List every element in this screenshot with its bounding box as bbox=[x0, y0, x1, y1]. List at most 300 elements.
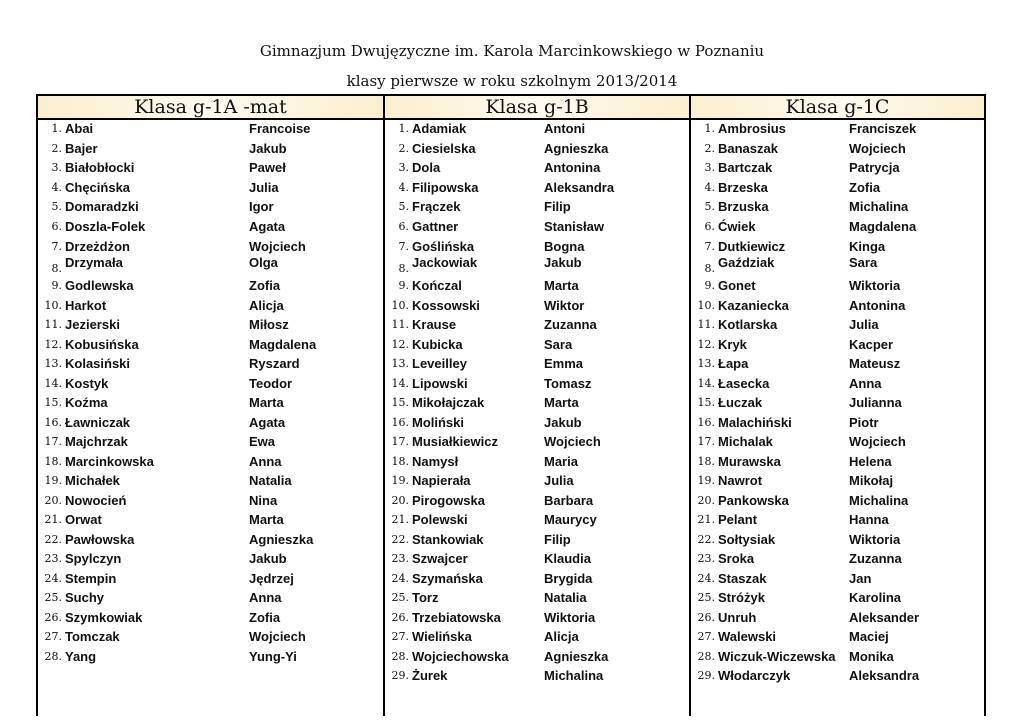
student-row bbox=[691, 433, 984, 451]
student-first-name: Aleksander bbox=[849, 610, 920, 625]
student-surname: Koźma bbox=[65, 395, 108, 410]
student-row bbox=[385, 355, 689, 373]
student-number: 28. bbox=[697, 650, 715, 663]
student-number: 17. bbox=[391, 435, 409, 448]
student-row bbox=[38, 433, 383, 451]
student-surname: Kobusińska bbox=[65, 337, 139, 352]
class-column-g1b bbox=[383, 96, 689, 716]
student-first-name: Julianna bbox=[849, 395, 902, 410]
student-surname: Kryk bbox=[718, 337, 747, 352]
class-header: Klasa g-1C bbox=[691, 96, 984, 120]
student-surname: Spylczyn bbox=[65, 551, 122, 566]
student-surname: Ambrosius bbox=[718, 121, 786, 136]
student-row bbox=[38, 492, 383, 510]
student-number: 23. bbox=[391, 552, 409, 565]
student-row bbox=[691, 159, 984, 177]
student-surname: Jackowiak bbox=[412, 255, 478, 270]
student-surname: Musiałkiewicz bbox=[412, 434, 498, 449]
student-surname: Mikołajczak bbox=[412, 395, 485, 410]
student-first-name: Zofia bbox=[849, 180, 881, 195]
student-number: 17. bbox=[697, 435, 715, 448]
student-row bbox=[38, 570, 383, 588]
student-number: 12. bbox=[391, 338, 409, 351]
student-surname: Kazaniecka bbox=[718, 298, 789, 313]
student-first-name: Wojciech bbox=[849, 141, 906, 156]
student-first-name: Aleksandra bbox=[544, 180, 615, 195]
student-surname: Szwajcer bbox=[412, 551, 468, 566]
class-header: Klasa g-1B bbox=[385, 96, 689, 120]
student-first-name: Monika bbox=[849, 649, 894, 664]
student-number: 22. bbox=[44, 533, 62, 546]
student-surname: Łuczak bbox=[718, 395, 763, 410]
student-row bbox=[691, 120, 984, 138]
student-surname: Stankowiak bbox=[412, 532, 484, 547]
student-surname: Yang bbox=[65, 649, 97, 664]
class-header: Klasa g-1A -mat bbox=[38, 96, 383, 120]
student-first-name: Franciszek bbox=[849, 121, 917, 136]
student-number: 25. bbox=[44, 591, 62, 604]
student-row bbox=[691, 453, 984, 471]
student-number: 9. bbox=[51, 279, 62, 292]
student-first-name: Jakub bbox=[544, 415, 582, 430]
student-row bbox=[691, 355, 984, 373]
student-first-name: Agnieszka bbox=[544, 649, 609, 664]
student-first-name: Patrycja bbox=[849, 160, 900, 175]
student-surname: Kostyk bbox=[65, 376, 109, 391]
student-first-name: Antoni bbox=[544, 121, 586, 136]
student-row bbox=[38, 648, 383, 666]
student-number: 9. bbox=[398, 279, 409, 292]
student-surname: Napierała bbox=[412, 473, 471, 488]
student-number: 8. bbox=[51, 262, 62, 275]
student-row bbox=[38, 316, 383, 334]
student-number: 3. bbox=[398, 161, 409, 174]
student-number: 2. bbox=[51, 142, 62, 155]
student-surname: Tomczak bbox=[65, 629, 120, 644]
student-row bbox=[385, 375, 689, 393]
student-surname: Ławniczak bbox=[65, 415, 131, 430]
student-number: 24. bbox=[391, 572, 409, 585]
student-number: 7. bbox=[398, 240, 409, 253]
student-surname: Frączek bbox=[412, 199, 461, 214]
student-row bbox=[385, 394, 689, 412]
student-row bbox=[691, 492, 984, 510]
student-surname: Sołtysiak bbox=[718, 532, 776, 547]
student-first-name: Wojciech bbox=[849, 434, 906, 449]
student-first-name: Julia bbox=[544, 473, 574, 488]
student-first-name: Brygida bbox=[544, 571, 593, 586]
student-first-name: Alicja bbox=[249, 298, 284, 313]
student-number: 21. bbox=[697, 513, 715, 526]
student-first-name: Filip bbox=[544, 532, 571, 547]
student-first-name: Agata bbox=[249, 219, 286, 234]
student-number: 2. bbox=[398, 142, 409, 155]
student-number: 23. bbox=[44, 552, 62, 565]
student-row bbox=[38, 277, 383, 295]
student-number: 19. bbox=[697, 474, 715, 487]
student-surname: Goślińska bbox=[412, 239, 475, 254]
student-surname: Chęcińska bbox=[65, 180, 131, 195]
student-number: 11. bbox=[44, 318, 62, 331]
student-first-name: Igor bbox=[249, 199, 274, 214]
student-number: 5. bbox=[704, 200, 715, 213]
student-number: 20. bbox=[697, 494, 715, 507]
student-row bbox=[385, 218, 689, 236]
student-first-name: Anna bbox=[249, 590, 282, 605]
student-number: 14. bbox=[44, 377, 62, 390]
student-row bbox=[691, 394, 984, 412]
student-row bbox=[38, 609, 383, 627]
student-surname: Walewski bbox=[718, 629, 777, 644]
student-number: 14. bbox=[697, 377, 715, 390]
student-surname: Unruh bbox=[718, 610, 757, 625]
student-number: 12. bbox=[697, 338, 715, 351]
student-surname: Łasecka bbox=[718, 376, 770, 391]
student-first-name: Marta bbox=[249, 395, 284, 410]
student-surname: Sroka bbox=[718, 551, 755, 566]
student-first-name: Sara bbox=[849, 255, 878, 270]
student-first-name: Paweł bbox=[249, 160, 286, 175]
student-first-name: Helena bbox=[849, 454, 892, 469]
student-surname: Harkot bbox=[65, 298, 107, 313]
student-row bbox=[691, 550, 984, 568]
student-number: 13. bbox=[44, 357, 62, 370]
student-first-name: Nina bbox=[249, 493, 278, 508]
student-row bbox=[691, 297, 984, 315]
student-number: 3. bbox=[51, 161, 62, 174]
student-number: 6. bbox=[704, 220, 715, 233]
student-first-name: Agnieszka bbox=[249, 532, 314, 547]
student-first-name: Marta bbox=[544, 278, 579, 293]
student-first-name: Francoise bbox=[249, 121, 311, 136]
student-row bbox=[38, 550, 383, 568]
student-row bbox=[385, 433, 689, 451]
student-surname: Majchrzak bbox=[65, 434, 128, 449]
school-year-subtitle: klasy pierwsze w roku szkolnym 2013/2014 bbox=[346, 72, 678, 90]
student-first-name: Agnieszka bbox=[544, 141, 609, 156]
student-surname: Stempin bbox=[65, 571, 117, 586]
student-row bbox=[385, 589, 689, 607]
student-first-name: Agata bbox=[249, 415, 286, 430]
student-first-name: Antonina bbox=[544, 160, 601, 175]
student-row bbox=[38, 159, 383, 177]
student-surname: Pelant bbox=[718, 512, 758, 527]
student-number: 4. bbox=[704, 181, 715, 194]
student-number: 15. bbox=[697, 396, 715, 409]
student-surname: Szymańska bbox=[412, 571, 483, 586]
student-first-name: Jakub bbox=[249, 141, 287, 156]
student-number: 16. bbox=[44, 416, 62, 429]
student-row bbox=[38, 297, 383, 315]
student-number: 1. bbox=[51, 122, 62, 135]
student-number: 18. bbox=[697, 455, 715, 468]
student-row bbox=[385, 570, 689, 588]
student-first-name: Hanna bbox=[849, 512, 889, 527]
student-surname: Bajer bbox=[65, 141, 98, 156]
student-surname: Pirogowska bbox=[412, 493, 485, 508]
student-row bbox=[691, 667, 984, 685]
student-number: 7. bbox=[51, 240, 62, 253]
student-first-name: Olga bbox=[249, 255, 278, 270]
student-surname: Gaździak bbox=[718, 255, 775, 270]
student-first-name: Wiktoria bbox=[544, 610, 596, 625]
student-first-name: Alicja bbox=[544, 629, 579, 644]
student-number: 27. bbox=[391, 630, 409, 643]
student-row bbox=[691, 277, 984, 295]
student-first-name: Natalia bbox=[249, 473, 292, 488]
student-row bbox=[38, 472, 383, 490]
student-row bbox=[385, 277, 689, 295]
student-surname: Kossowski bbox=[412, 298, 480, 313]
student-surname: Krause bbox=[412, 317, 457, 332]
student-first-name: Tomasz bbox=[544, 376, 592, 391]
student-first-name: Miłosz bbox=[249, 317, 289, 332]
student-surname: Doszla-Folek bbox=[65, 219, 146, 234]
student-first-name: Zuzanna bbox=[544, 317, 597, 332]
student-surname: Włodarczyk bbox=[718, 668, 791, 683]
student-row bbox=[385, 198, 689, 216]
student-row bbox=[385, 297, 689, 315]
student-row bbox=[385, 120, 689, 138]
student-row bbox=[385, 316, 689, 334]
student-row bbox=[38, 254, 383, 275]
student-number: 8. bbox=[398, 262, 409, 275]
student-first-name: Magdalena bbox=[849, 219, 917, 234]
student-number: 4. bbox=[51, 181, 62, 194]
student-first-name: Wojciech bbox=[544, 434, 601, 449]
student-surname: Banaszak bbox=[718, 141, 778, 156]
student-first-name: Karolina bbox=[849, 590, 902, 605]
student-surname: Wojciechowska bbox=[412, 649, 509, 664]
student-first-name: Piotr bbox=[849, 415, 879, 430]
student-first-name: Anna bbox=[849, 376, 882, 391]
student-number: 24. bbox=[44, 572, 62, 585]
student-row bbox=[38, 589, 383, 607]
student-number: 22. bbox=[391, 533, 409, 546]
student-row bbox=[38, 628, 383, 646]
student-first-name: Wiktoria bbox=[849, 532, 901, 547]
student-number: 26. bbox=[44, 611, 62, 624]
student-first-name: Michalina bbox=[849, 199, 909, 214]
student-number: 12. bbox=[44, 338, 62, 351]
student-row bbox=[385, 492, 689, 510]
student-surname: Malachiński bbox=[718, 415, 792, 430]
student-number: 5. bbox=[51, 200, 62, 213]
student-number: 29. bbox=[391, 669, 409, 682]
student-first-name: Bogna bbox=[544, 239, 585, 254]
student-surname: Pankowska bbox=[718, 493, 789, 508]
student-surname: Kolasiński bbox=[65, 356, 131, 371]
student-surname: Dola bbox=[412, 160, 441, 175]
student-row bbox=[691, 531, 984, 549]
student-first-name: Wiktor bbox=[544, 298, 585, 313]
student-number: 26. bbox=[697, 611, 715, 624]
student-surname: Godlewska bbox=[65, 278, 134, 293]
student-surname: Orwat bbox=[65, 512, 102, 527]
student-number: 7. bbox=[704, 240, 715, 253]
student-surname: Ćwiek bbox=[718, 219, 756, 234]
student-surname: Adamiak bbox=[412, 121, 467, 136]
student-surname: Drzymała bbox=[65, 255, 123, 270]
student-surname: Gonet bbox=[718, 278, 756, 293]
student-row bbox=[691, 609, 984, 627]
student-first-name: Jan bbox=[849, 571, 872, 586]
student-row bbox=[385, 550, 689, 568]
student-row bbox=[38, 414, 383, 432]
student-row bbox=[691, 375, 984, 393]
student-row bbox=[385, 159, 689, 177]
student-surname: Kończal bbox=[412, 278, 462, 293]
student-row bbox=[38, 120, 383, 138]
student-number: 13. bbox=[391, 357, 409, 370]
student-number: 26. bbox=[391, 611, 409, 624]
student-first-name: Michalina bbox=[544, 668, 604, 683]
student-number: 29. bbox=[697, 669, 715, 682]
student-number: 28. bbox=[44, 650, 62, 663]
student-first-name: Julia bbox=[249, 180, 279, 195]
student-surname: Filipowska bbox=[412, 180, 479, 195]
student-first-name: Maria bbox=[544, 454, 578, 469]
student-row bbox=[38, 453, 383, 471]
student-number: 22. bbox=[697, 533, 715, 546]
student-row bbox=[385, 453, 689, 471]
student-row bbox=[385, 472, 689, 490]
student-number: 21. bbox=[391, 513, 409, 526]
student-number: 4. bbox=[398, 181, 409, 194]
student-first-name: Jędrzej bbox=[249, 571, 294, 586]
student-number: 27. bbox=[697, 630, 715, 643]
student-first-name: Kacper bbox=[849, 337, 894, 352]
student-surname: Kubicka bbox=[412, 337, 463, 352]
student-first-name: Julia bbox=[849, 317, 879, 332]
student-surname: Ciesielska bbox=[412, 141, 476, 156]
student-first-name: Wojciech bbox=[249, 239, 306, 254]
class-column-g1a bbox=[38, 96, 383, 716]
student-first-name: Natalia bbox=[544, 590, 587, 605]
student-number: 9. bbox=[704, 279, 715, 292]
student-row bbox=[38, 179, 383, 197]
student-surname: Drzeżdżon bbox=[65, 239, 130, 254]
student-surname: Gattner bbox=[412, 219, 459, 234]
student-first-name: Magdalena bbox=[249, 337, 317, 352]
student-surname: Wielińska bbox=[412, 629, 472, 644]
student-number: 28. bbox=[391, 650, 409, 663]
student-number: 11. bbox=[697, 318, 715, 331]
student-number: 23. bbox=[697, 552, 715, 565]
student-row bbox=[691, 648, 984, 666]
class-column-g1c bbox=[689, 96, 984, 716]
student-row bbox=[691, 511, 984, 529]
student-number: 20. bbox=[391, 494, 409, 507]
student-surname: Nawrot bbox=[718, 473, 763, 488]
student-number: 14. bbox=[391, 377, 409, 390]
student-row bbox=[691, 218, 984, 236]
student-row bbox=[691, 316, 984, 334]
student-row bbox=[691, 414, 984, 432]
student-row bbox=[38, 355, 383, 373]
student-row bbox=[691, 198, 984, 216]
student-first-name: Stanisław bbox=[544, 219, 604, 234]
student-surname: Domaradzki bbox=[65, 199, 139, 214]
student-first-name: Zofia bbox=[249, 278, 281, 293]
student-first-name: Anna bbox=[249, 454, 282, 469]
student-surname: Torz bbox=[412, 590, 439, 605]
student-first-name: Michalina bbox=[849, 493, 909, 508]
student-first-name: Teodor bbox=[249, 376, 293, 391]
student-number: 27. bbox=[44, 630, 62, 643]
student-row bbox=[38, 198, 383, 216]
student-number: 10. bbox=[391, 299, 409, 312]
student-row bbox=[385, 336, 689, 354]
student-row bbox=[385, 179, 689, 197]
student-number: 1. bbox=[704, 122, 715, 135]
student-first-name: Filip bbox=[544, 199, 571, 214]
student-surname: Polewski bbox=[412, 512, 468, 527]
student-row bbox=[691, 628, 984, 646]
student-number: 20. bbox=[44, 494, 62, 507]
student-surname: Staszak bbox=[718, 571, 767, 586]
student-first-name: Maurycy bbox=[544, 512, 597, 527]
student-row bbox=[385, 667, 689, 685]
student-row bbox=[38, 394, 383, 412]
student-number: 25. bbox=[391, 591, 409, 604]
student-number: 18. bbox=[391, 455, 409, 468]
student-row bbox=[385, 609, 689, 627]
student-surname: Michałek bbox=[65, 473, 120, 488]
student-surname: Szymkowiak bbox=[65, 610, 143, 625]
student-number: 15. bbox=[44, 396, 62, 409]
student-first-name: Maciej bbox=[849, 629, 889, 644]
student-number: 16. bbox=[391, 416, 409, 429]
student-row bbox=[38, 375, 383, 393]
student-row bbox=[385, 648, 689, 666]
student-row bbox=[385, 531, 689, 549]
student-row bbox=[38, 218, 383, 236]
student-surname: Suchy bbox=[65, 590, 105, 605]
student-first-name: Emma bbox=[544, 356, 584, 371]
student-row bbox=[385, 628, 689, 646]
student-surname: Brzeska bbox=[718, 180, 768, 195]
student-surname: Murawska bbox=[718, 454, 781, 469]
student-surname: Namysł bbox=[412, 454, 459, 469]
student-surname: Leveilley bbox=[412, 356, 467, 371]
student-first-name: Marta bbox=[249, 512, 284, 527]
student-row bbox=[691, 140, 984, 158]
student-first-name: Mikołaj bbox=[849, 473, 894, 488]
student-first-name: Wojciech bbox=[249, 629, 306, 644]
student-first-name: Wiktoria bbox=[849, 278, 901, 293]
class-roster-table bbox=[36, 94, 986, 716]
student-row bbox=[691, 179, 984, 197]
student-number: 2. bbox=[704, 142, 715, 155]
student-number: 19. bbox=[391, 474, 409, 487]
student-number: 10. bbox=[44, 299, 62, 312]
student-first-name: Yung-Yi bbox=[249, 649, 297, 664]
student-surname: Pawłowska bbox=[65, 532, 135, 547]
student-number: 24. bbox=[697, 572, 715, 585]
student-row bbox=[691, 472, 984, 490]
student-surname: Abai bbox=[65, 121, 94, 136]
student-number: 16. bbox=[697, 416, 715, 429]
student-surname: Białobłocki bbox=[65, 160, 135, 175]
student-row bbox=[385, 511, 689, 529]
student-first-name: Aleksandra bbox=[849, 668, 920, 683]
student-row bbox=[691, 336, 984, 354]
student-number: 6. bbox=[51, 220, 62, 233]
student-first-name: Zofia bbox=[249, 610, 281, 625]
student-first-name: Kinga bbox=[849, 239, 886, 254]
student-number: 11. bbox=[391, 318, 409, 331]
